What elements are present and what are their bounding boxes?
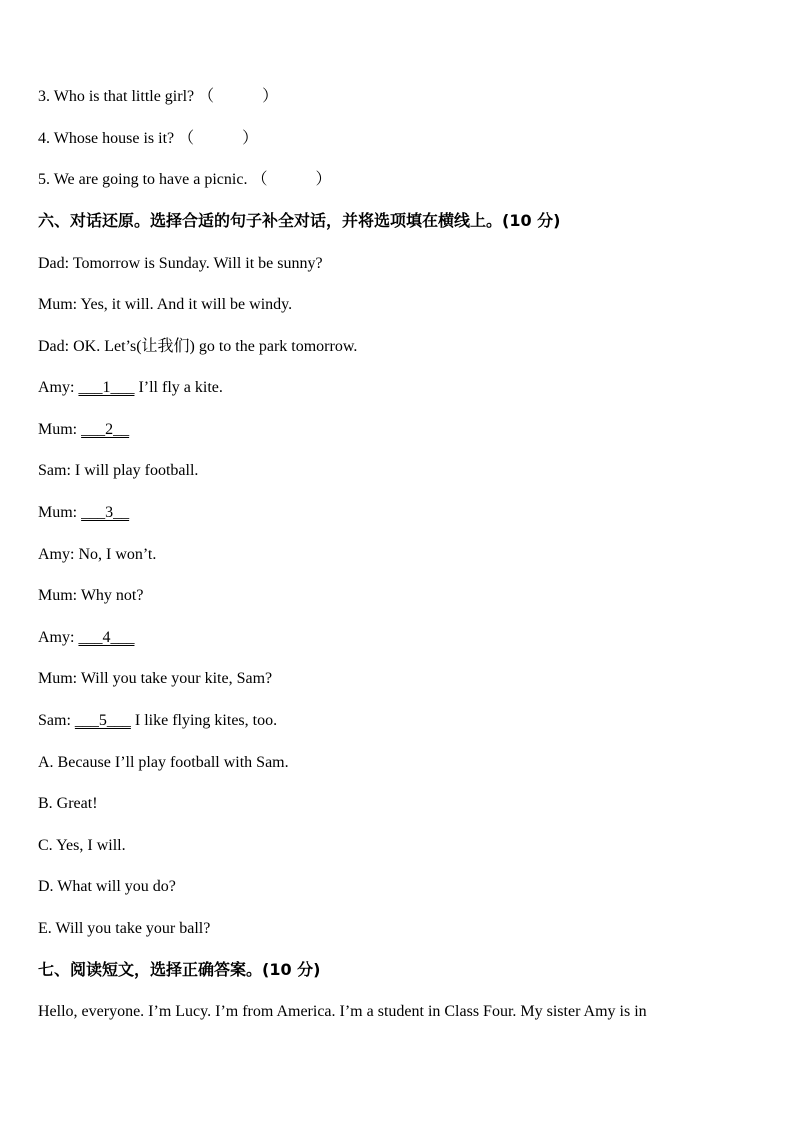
option-c: C. Yes, I will. — [38, 837, 126, 854]
option-d: D. What will you do? — [38, 878, 176, 895]
blank-4: ___4___ — [78, 629, 135, 646]
option-b: B. Great! — [38, 795, 98, 812]
dialogue-line: Mum: Why not? — [38, 587, 144, 604]
dialogue-line-blank-4 — [38, 628, 134, 648]
question-text: 4. Whose house is it? — [38, 130, 175, 147]
option-e: E. Will you take your ball? — [38, 920, 211, 937]
section-6-heading: 六、对话还原。选择合适的句子补全对话，并将选项填在横线上。(10 分) — [38, 211, 561, 230]
question-text: 3. Who is that little girl? — [38, 88, 195, 105]
dialogue-line-blank-3 — [38, 503, 129, 523]
speaker: Mum: — [38, 504, 82, 521]
reading-passage: Hello, everyone. I’m Lucy. I’m from America. I’m a student in Class Four. My sister Amy is in — [38, 1003, 647, 1020]
speaker: Amy: — [38, 379, 79, 396]
dialogue-line: Dad: Tomorrow is Sunday. Will it be sunny? — [38, 255, 323, 272]
speaker: Amy: — [38, 629, 79, 646]
blank-5: ___5___ — [74, 712, 131, 729]
answer-parentheses: （ ） — [198, 88, 279, 105]
question-3 — [38, 87, 278, 107]
dialogue-line: Sam: I will play football. — [38, 462, 199, 479]
blank-3: ___3__ — [81, 504, 130, 521]
answer-parentheses: （ ） — [178, 130, 259, 147]
question-5 — [38, 170, 331, 190]
speaker: Mum: — [38, 421, 82, 438]
dialogue-line: Mum: Yes, it will. And it will be windy. — [38, 296, 293, 313]
question-text: 5. We are going to have a picnic. — [38, 171, 248, 188]
section-7-heading: 七、阅读短文，选择正确答案。(10 分) — [38, 960, 321, 979]
blank-2: ___2__ — [81, 421, 130, 438]
dialogue-line-blank-2 — [38, 420, 129, 440]
dialogue-line-blank-1 — [38, 378, 223, 398]
dialogue-text: I like flying kites, too. — [130, 712, 278, 729]
answer-parentheses: （ ） — [251, 171, 332, 188]
speaker: Sam: — [38, 712, 75, 729]
blank-1: ___1___ — [78, 379, 135, 396]
option-a: A. Because I’ll play football with Sam. — [38, 754, 289, 771]
dialogue-line: Dad: OK. Let’s(让我们) go to the park tomorrow. — [38, 338, 358, 355]
dialogue-text: I’ll fly a kite. — [134, 379, 223, 396]
dialogue-line-blank-5 — [38, 711, 277, 731]
dialogue-line: Mum: Will you take your kite, Sam? — [38, 670, 273, 687]
dialogue-line: Amy: No, I won’t. — [38, 546, 157, 563]
question-4 — [38, 129, 258, 149]
